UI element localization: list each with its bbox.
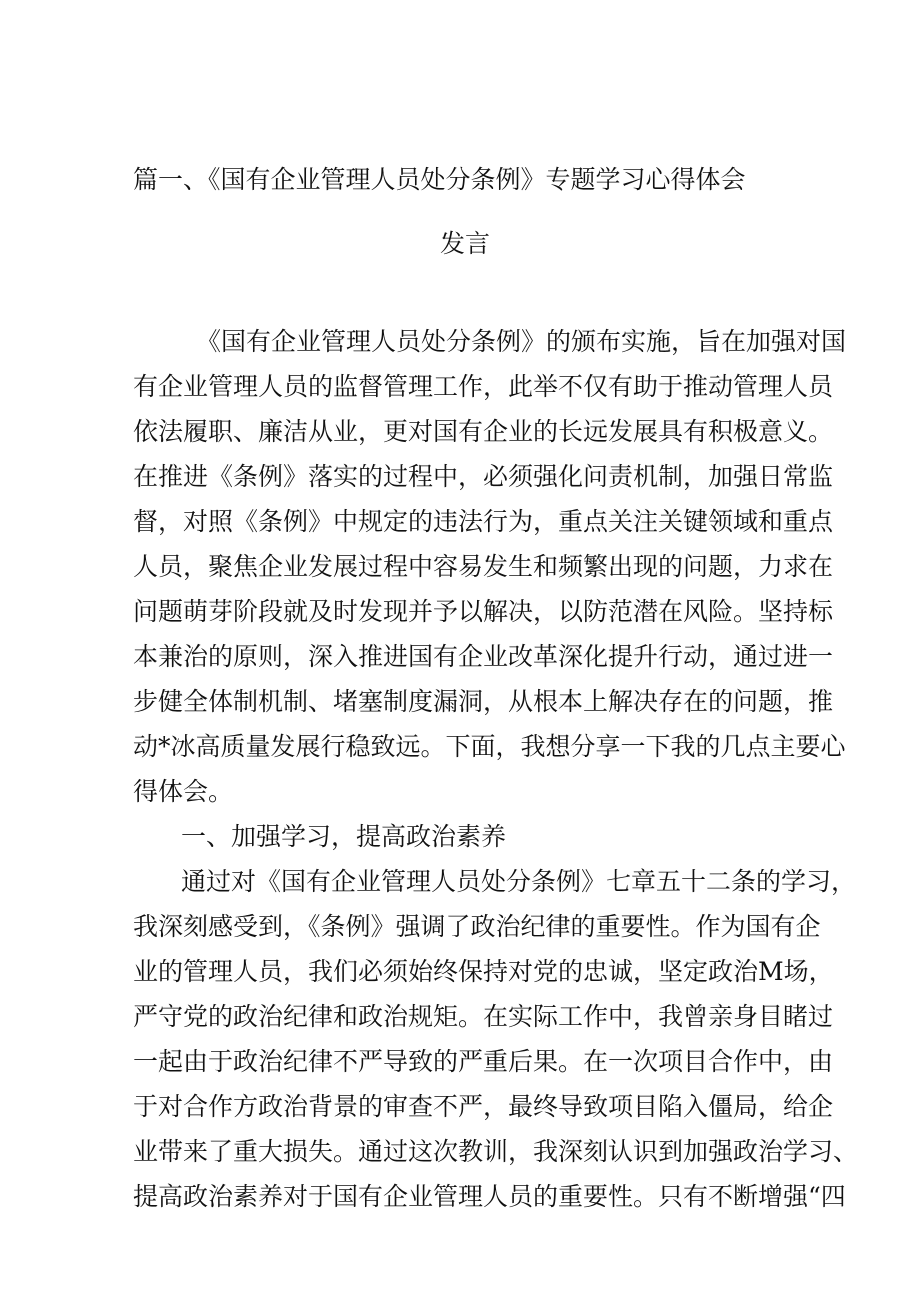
section-heading: 一、加强学习，提高政治素养: [181, 822, 507, 851]
body-line-1: 《国有企业管理人员处分条例》的颁布实施，旨在加强对国: [196, 327, 847, 356]
document-title-line-1: 篇一、《国有企业管理人员处分条例》专题学习心得体会: [133, 165, 746, 194]
body-line-16: 严守党的政治纪律和政治规矩。在实际工作中，我曾亲身目睹过: [133, 1002, 834, 1031]
body-line-19: 业带来了重大损失。通过这次教训，我深刻认识到加强政治学习、: [133, 1137, 859, 1166]
document-title-line-2: 发言: [440, 229, 491, 258]
body-line-2: 有企业管理人员的监督管理工作，此举不仅有助于推动管理人员: [133, 372, 834, 401]
body-line-10: 动*冰高质量发展行稳致远。下面，我想分享一下我的几点主要心: [133, 732, 846, 761]
body-line-17: 一起由于政治纪律不严导致的严重后果。在一次项目合作中，由: [133, 1047, 834, 1076]
body-line-18: 于对合作方政治背景的审查不严，最终导致项目陷入僵局，给企: [133, 1092, 834, 1121]
body-line-14: 我深刻感受到，《条例》强调了政治纪律的重要性。作为国有企: [133, 912, 821, 941]
body-line-4: 在推进《条例》落实的过程中，必须强化问责机制，加强日常监: [133, 462, 834, 491]
body-line-13: 通过对《国有企业管理人员处分条例》七章五十二条的学习，: [181, 867, 857, 896]
body-line-20: 提高政治素养对于国有企业管理人员的重要性。只有不断增强“四: [133, 1182, 846, 1211]
body-line-3: 依法履职、廉洁从业，更对国有企业的长远发展具有积极意义。: [133, 417, 834, 446]
body-line-5: 督，对照《条例》中规定的违法行为，重点关注关键领域和重点: [133, 507, 834, 536]
body-line-7: 问题萌芽阶段就及时发现并予以解决，以防范潜在风险。坚持标: [133, 597, 834, 626]
body-line-6: 人员，聚焦企业发展过程中容易发生和频繁出现的问题，力求在: [133, 552, 834, 581]
body-line-8: 本兼治的原则，深入推进国有企业改革深化提升行动，通过进一: [133, 642, 834, 671]
body-line-11: 得体会。: [133, 777, 234, 806]
body-line-9: 步健全体制机制、堵塞制度漏洞，从根本上解决存在的问题，推: [133, 687, 834, 716]
body-line-15: 业的管理人员，我们必须始终保持对党的忠诚，坚定政治M场，: [133, 957, 834, 986]
